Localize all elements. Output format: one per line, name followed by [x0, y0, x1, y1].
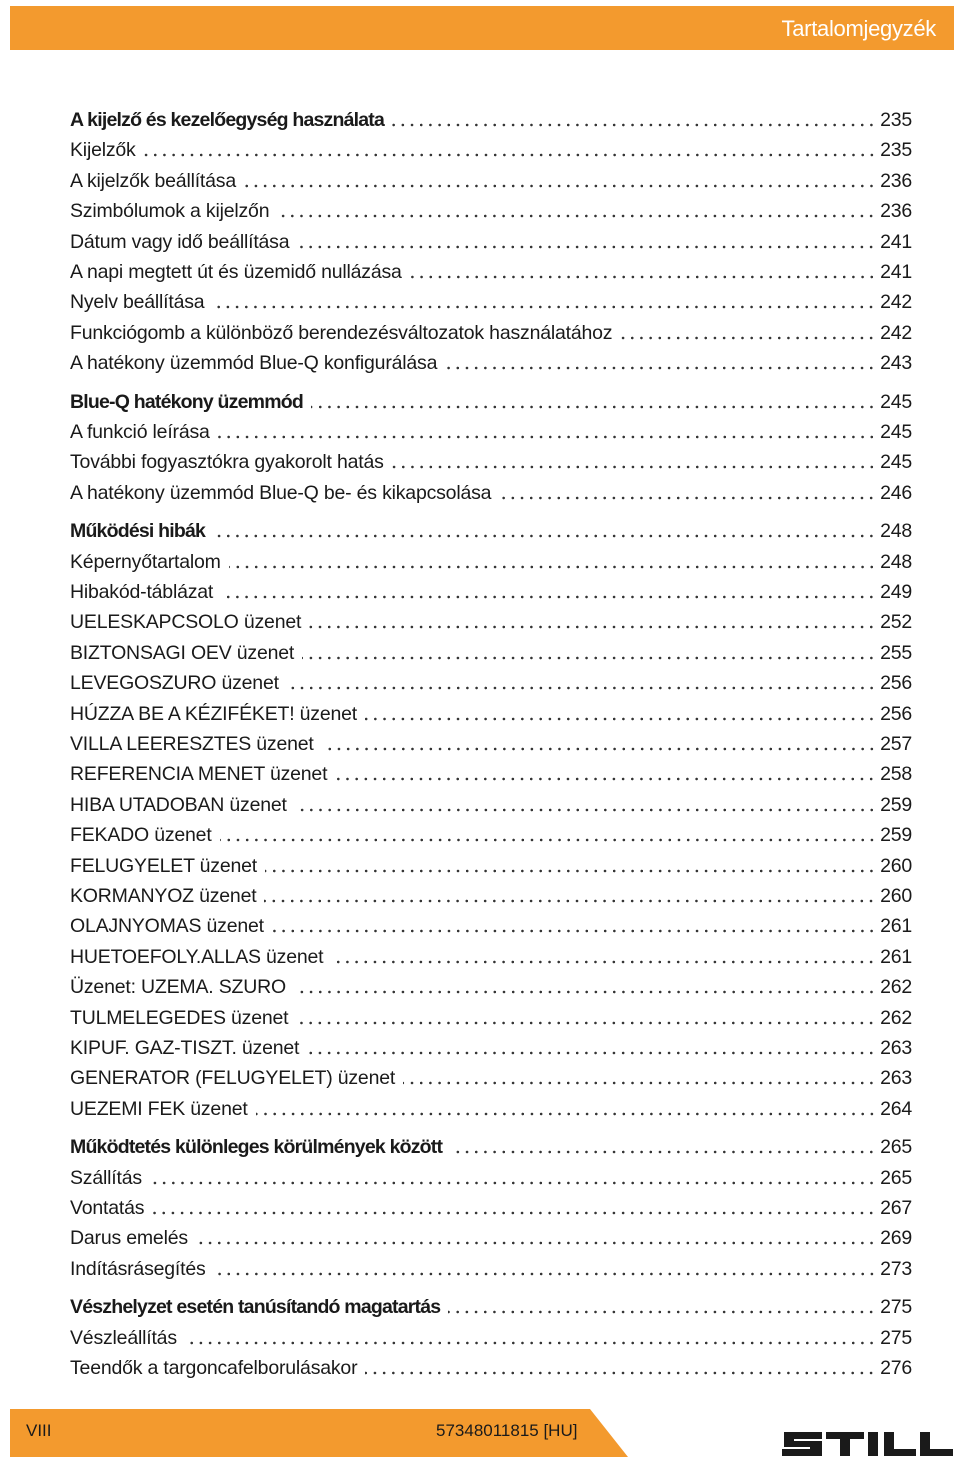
toc-entry-label: FELUGYELET üzenet — [70, 854, 258, 877]
toc-entry-page: 262 — [880, 1006, 912, 1029]
toc-entry[interactable] — [70, 1354, 912, 1380]
still-logo-icon — [780, 1430, 955, 1458]
toc-entry[interactable] — [70, 760, 912, 786]
toc-entry-label: Szimbólumok a kijelzőn — [70, 200, 270, 223]
toc-entry-page: 259 — [880, 793, 912, 816]
toc-entry[interactable] — [70, 639, 912, 665]
toc-entry-label: Darus emelés — [70, 1227, 188, 1250]
toc-entry-page: 242 — [880, 291, 912, 314]
toc-entry-label: OLAJNYOMAS üzenet — [70, 915, 264, 938]
toc-dot-leader — [450, 1150, 876, 1154]
toc-entry-page: 263 — [880, 1067, 912, 1090]
toc-dot-leader — [221, 595, 876, 599]
toc-entry-label: VILLA LEERESZTES üzenet — [70, 733, 314, 755]
toc-dot-leader — [213, 534, 876, 538]
toc-entry-label: Vontatás — [70, 1197, 145, 1219]
toc-entry-page: 236 — [880, 200, 912, 223]
toc-entry-label: HUETOEFOLY.ALLAS üzenet — [70, 945, 324, 968]
toc-entry[interactable] — [70, 852, 912, 878]
toc-entry-page: 246 — [880, 481, 912, 504]
toc-entry-label: Nyelv beállítása — [70, 291, 205, 314]
toc-entry-page: 248 — [880, 550, 912, 573]
toc-section-heading[interactable] — [70, 517, 912, 543]
toc-entry-label: Dátum vagy idő beállítása — [70, 230, 290, 253]
toc-entry-page: 264 — [880, 1097, 912, 1120]
toc-dot-leader — [311, 405, 876, 409]
toc-entry-label: GENERATOR (FELUGYELET) üzenet — [70, 1067, 396, 1090]
toc-entry-label: Működtetés különleges körülmények között — [70, 1136, 443, 1159]
toc-entry-page: 241 — [880, 261, 912, 283]
toc-dot-leader — [392, 123, 876, 127]
toc-entry-label: Szállítás — [70, 1166, 142, 1189]
toc-entry-page: 275 — [880, 1296, 912, 1319]
toc-entry-label: KORMANYOZ üzenet — [70, 885, 257, 907]
toc-dot-leader — [212, 305, 876, 309]
toc-entry[interactable] — [70, 349, 912, 375]
toc-entry[interactable] — [70, 578, 912, 604]
toc-dot-leader — [229, 565, 876, 569]
toc-entry[interactable] — [70, 1004, 912, 1030]
toc-entry-label: A napi megtett út és üzemidő nullázása — [70, 261, 402, 283]
toc-entry-page: 242 — [880, 321, 912, 344]
toc-entry-page: 256 — [880, 672, 912, 695]
toc-entry-label: A kijelző és kezelőegység használata — [70, 109, 385, 131]
toc-entry[interactable] — [70, 1095, 912, 1121]
toc-entry[interactable] — [70, 288, 912, 314]
toc-entry[interactable] — [70, 1194, 912, 1220]
toc-dot-leader — [294, 990, 876, 994]
toc-entry-label: Üzenet: UZEMA. SZURO — [70, 976, 286, 999]
toc-entry-page: 248 — [880, 520, 912, 543]
toc-entry[interactable] — [70, 821, 912, 847]
toc-entry[interactable] — [70, 418, 912, 444]
toc-entry-page: 273 — [880, 1257, 912, 1280]
toc-entry[interactable] — [70, 608, 912, 634]
toc-entry-label: Blue-Q hatékony üzemmód — [70, 390, 303, 413]
toc-entry-page: 241 — [880, 230, 912, 253]
toc-entry-label: A kijelzők beállítása — [70, 169, 236, 192]
toc-entry-label: A hatékony üzemmód Blue-Q konfigurálása — [70, 352, 438, 375]
toc-entry-page: 245 — [880, 390, 912, 413]
toc-entry-label: További fogyasztókra gyakorolt hatás — [70, 451, 384, 474]
toc-entry[interactable] — [70, 167, 912, 193]
toc-entry-page: 245 — [880, 421, 912, 443]
toc-entry-page: 258 — [880, 763, 912, 786]
toc-dot-leader — [445, 366, 876, 370]
toc-entry-page: 259 — [880, 824, 912, 847]
toc-entry-page: 260 — [880, 885, 912, 907]
toc-entry[interactable] — [70, 1034, 912, 1060]
toc-dot-leader — [392, 465, 876, 469]
toc-entry-page: 263 — [880, 1037, 912, 1059]
toc-entry[interactable] — [70, 197, 912, 223]
toc-section-heading[interactable] — [70, 1133, 912, 1159]
toc-entry[interactable] — [70, 319, 912, 345]
toc-dot-leader — [144, 153, 876, 157]
toc-dot-leader — [403, 1081, 876, 1085]
toc-entry-page: 261 — [880, 945, 912, 968]
toc-dot-leader — [272, 929, 876, 933]
toc-entry[interactable] — [70, 228, 912, 254]
toc-entry-page: 249 — [880, 581, 912, 603]
page-title: Tartalomjegyzék — [781, 16, 936, 41]
toc-entry-page: 269 — [880, 1227, 912, 1250]
toc-entry-page: 261 — [880, 915, 912, 938]
toc-entry[interactable] — [70, 1324, 912, 1350]
toc-dot-leader — [264, 899, 876, 903]
toc-entry-label: BIZTONSAGI OEV üzenet — [70, 641, 295, 664]
toc-entry[interactable] — [70, 882, 912, 908]
toc-entry-page: 236 — [880, 169, 912, 192]
toc-entry-label: TULMELEGEDES üzenet — [70, 1006, 289, 1029]
toc-dot-leader — [620, 336, 876, 340]
toc-dot-leader — [335, 777, 876, 781]
toc-dot-leader — [365, 717, 876, 721]
toc-dot-leader — [256, 1112, 876, 1116]
toc-entry[interactable] — [70, 1164, 912, 1190]
toc-dot-leader — [448, 1310, 876, 1314]
toc-dot-leader — [322, 747, 876, 751]
toc-dot-leader — [309, 625, 876, 629]
toc-entry-label: REFERENCIA MENET üzenet — [70, 763, 328, 786]
toc-dot-leader — [307, 1051, 876, 1055]
footer-page-number: VIII — [26, 1421, 52, 1440]
toc-entry-page: 260 — [880, 854, 912, 877]
toc-dot-leader — [499, 496, 876, 500]
toc-section-heading[interactable] — [70, 106, 912, 132]
toc-section-heading[interactable] — [70, 388, 912, 414]
toc-entry-label: A hatékony üzemmód Blue-Q be- és kikapcsolása — [70, 481, 492, 504]
toc-dot-leader — [277, 214, 876, 218]
toc-entry-label: HÚZZA BE A KÉZIFÉKET! üzenet — [70, 702, 358, 725]
toc-entry-label: A funkció leírása — [70, 421, 210, 443]
toc-entry-label: Működési hibák — [70, 520, 206, 543]
toc-entry-label: Vészleállítás — [70, 1326, 177, 1349]
toc-entry-label: HIBA UTADOBAN üzenet — [70, 793, 287, 816]
toc-entry-page: 267 — [880, 1197, 912, 1219]
toc-dot-leader — [297, 245, 876, 249]
toc-entry-page: 257 — [880, 733, 912, 755]
toc-entry[interactable] — [70, 973, 912, 999]
toc-entry[interactable] — [70, 548, 912, 574]
toc-dot-leader — [214, 1272, 877, 1276]
toc-entry-page: 255 — [880, 641, 912, 664]
toc-dot-leader — [410, 275, 876, 279]
toc-entry[interactable] — [70, 1255, 912, 1281]
toc-dot-leader — [185, 1341, 876, 1345]
toc-entry[interactable] — [70, 730, 912, 756]
toc-dot-leader — [244, 184, 876, 188]
toc-entry-page: 235 — [880, 139, 912, 162]
toc-entry[interactable] — [70, 791, 912, 817]
toc-entry-label: UELESKAPCSOLO üzenet — [70, 611, 302, 634]
toc-entry[interactable] — [70, 479, 912, 505]
toc-entry-label: Kijelzők — [70, 139, 136, 162]
toc-dot-leader — [265, 869, 876, 873]
toc-entry-label: Funkciógomb a különböző berendezésváltozatok használatához — [70, 321, 613, 344]
toc-entry[interactable] — [70, 943, 912, 969]
toc-entry[interactable] — [70, 258, 912, 284]
toc-entry-page: 243 — [880, 352, 912, 375]
toc-section-heading[interactable] — [70, 1293, 912, 1319]
toc-entry-label: KIPUF. GAZ-TISZT. üzenet — [70, 1037, 300, 1059]
toc-entry[interactable] — [70, 136, 912, 162]
toc-entry-label: Vészhelyzet esetén tanúsítandó magatartás — [70, 1296, 441, 1319]
toc-entry[interactable] — [70, 912, 912, 938]
toc-entry-page: 275 — [880, 1326, 912, 1349]
toc-entry[interactable] — [70, 448, 912, 474]
toc-entry-page: 265 — [880, 1166, 912, 1189]
toc-entry-page: 245 — [880, 451, 912, 474]
toc-entry-label: Képernyőtartalom — [70, 550, 221, 573]
toc-entry-label: Teendők a targoncafelborulásakor — [70, 1357, 358, 1379]
toc-dot-leader — [295, 808, 876, 812]
toc-dot-leader — [287, 686, 876, 690]
toc-entry-label: UEZEMI FEK üzenet — [70, 1097, 248, 1120]
toc-entry[interactable] — [70, 1224, 912, 1250]
toc-entry-page: 252 — [880, 611, 912, 634]
toc-entry-page: 265 — [880, 1136, 912, 1159]
toc-entry-page: 235 — [880, 109, 912, 131]
toc-entry-page: 276 — [880, 1357, 912, 1379]
toc-entry-label: FEKADO üzenet — [70, 824, 212, 847]
toc-dot-leader — [218, 435, 876, 439]
toc-entry-label: Hibakód-táblázat — [70, 581, 214, 603]
toc-entry[interactable] — [70, 1064, 912, 1090]
toc-entry-page: 256 — [880, 702, 912, 725]
toc-dot-leader — [196, 1241, 876, 1245]
toc-dot-leader — [365, 1371, 876, 1375]
toc-dot-leader — [296, 1021, 876, 1025]
toc-dot-leader — [152, 1211, 876, 1215]
toc-entry[interactable] — [70, 700, 912, 726]
footer-document-number: 57348011815 [HU] — [436, 1421, 578, 1440]
toc-dot-leader — [150, 1181, 876, 1185]
toc-dot-leader — [331, 960, 876, 964]
toc-entry-label: Indításrásegítés — [70, 1257, 206, 1280]
toc-entry-label: LEVEGOSZURO üzenet — [70, 672, 279, 695]
toc-entry-page: 262 — [880, 976, 912, 999]
toc-dot-leader — [220, 838, 877, 842]
toc-entry[interactable] — [70, 669, 912, 695]
toc-dot-leader — [302, 656, 876, 660]
